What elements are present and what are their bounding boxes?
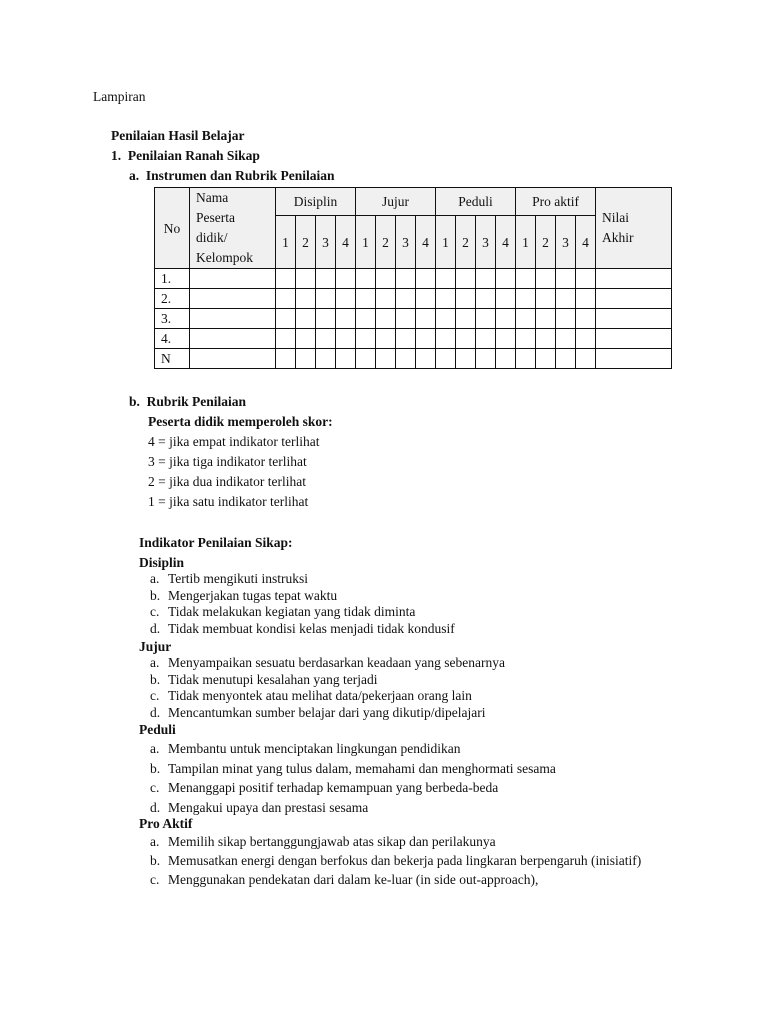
assessment-table [154, 187, 672, 369]
table-cell [316, 289, 336, 309]
row-number: N [155, 349, 190, 369]
table-cell [596, 289, 672, 309]
table-cell [576, 349, 596, 369]
indicator-text: Mengakui upaya dan prestasi sesama [168, 799, 369, 815]
table-cell [296, 349, 316, 369]
col-nilai-line: Akhir [602, 230, 634, 245]
group-proaktif-header: Pro aktif [516, 188, 596, 216]
indicator-text: Menanggapi positif terhadap kemampuan yang berbeda-beda [168, 780, 499, 795]
table-cell [536, 349, 556, 369]
table-cell [596, 329, 672, 349]
table-cell [516, 289, 536, 309]
score-header: 1 [436, 216, 456, 269]
score-header: 3 [396, 216, 416, 269]
table-cell [556, 349, 576, 369]
section-item-b: b. Rubrik Penilaian [129, 394, 247, 409]
list-marker: b. [150, 853, 161, 868]
indicator-item [150, 798, 556, 818]
table-cell [276, 349, 296, 369]
indicator-item [150, 870, 667, 889]
col-nama-line: Peserta [196, 210, 235, 225]
list-marker: d. [150, 704, 161, 720]
table-row [155, 349, 672, 369]
table-cell [456, 269, 476, 289]
indicator-text: Menyampaikan sesuatu berdasarkan keadaan yang sebenarnya [168, 655, 505, 670]
list-marker: c. [150, 604, 160, 620]
table-cell [356, 349, 376, 369]
indicator-item [150, 621, 455, 638]
table-cell [556, 289, 576, 309]
table-cell [336, 289, 356, 309]
row-number: 1. [155, 269, 190, 289]
table-cell [456, 329, 476, 349]
indicator-item [150, 672, 505, 689]
score-header: 4 [496, 216, 516, 269]
indicator-text: Tidak menutupi kesalahan yang terjadi [168, 671, 378, 687]
group-disiplin-header: Disiplin [276, 188, 356, 216]
list-marker: b. [150, 587, 161, 603]
score-header: 3 [476, 216, 496, 269]
table-row [155, 309, 672, 329]
table-cell [336, 329, 356, 349]
disiplin-list [150, 571, 455, 637]
rubric-heading: Peserta didik memperoleh skor: [148, 414, 333, 429]
section-title: Penilaian Hasil Belajar [111, 128, 245, 143]
list-marker: a. [150, 655, 160, 670]
table-cell [356, 269, 376, 289]
table-cell [376, 349, 396, 369]
table-cell [536, 289, 556, 309]
table-cell [536, 329, 556, 349]
indicator-item [150, 688, 505, 705]
table-cell [456, 309, 476, 329]
table-cell [396, 269, 416, 289]
table-cell [416, 309, 436, 329]
table-cell [496, 349, 516, 369]
table-cell [596, 309, 672, 329]
row-number: 2. [155, 289, 190, 309]
table-cell [356, 289, 376, 309]
score-header: 4 [576, 216, 596, 269]
table-cell [316, 309, 336, 329]
table-cell [476, 309, 496, 329]
list-marker: b. [150, 760, 161, 776]
table-cell [456, 349, 476, 369]
table-cell [516, 269, 536, 289]
table-cell [190, 289, 276, 309]
list-marker: c. [150, 872, 160, 887]
table-cell [396, 329, 416, 349]
row-number: 4. [155, 329, 190, 349]
indicator-text: Tertib mengikuti instruksi [168, 571, 309, 586]
score-header: 1 [276, 216, 296, 269]
row-number: 3. [155, 309, 190, 329]
table-cell [556, 309, 576, 329]
table-cell [336, 309, 356, 329]
score-header: 3 [316, 216, 336, 269]
score-header: 2 [456, 216, 476, 269]
score-header: 4 [416, 216, 436, 269]
table-cell [476, 329, 496, 349]
table-cell [536, 309, 556, 329]
list-marker: a. [150, 741, 160, 756]
indicator-heading: Indikator Penilaian Sikap: [139, 535, 293, 550]
score-header: 1 [516, 216, 536, 269]
list-marker: d. [150, 799, 161, 815]
proaktif-title: Pro Aktif [139, 816, 193, 831]
jujur-list [150, 655, 505, 721]
col-nilai-line: Nilai [602, 210, 630, 225]
table-cell [576, 289, 596, 309]
col-nama-line: Nama [196, 190, 229, 205]
table-cell [190, 329, 276, 349]
table-cell [376, 309, 396, 329]
table-cell [496, 329, 516, 349]
indicator-text: Tidak melakukan kegiatan yang tidak diminta [168, 604, 416, 620]
score-header: 2 [536, 216, 556, 269]
jujur-title: Jujur [139, 639, 172, 654]
table-cell [496, 309, 516, 329]
score-header: 1 [356, 216, 376, 269]
table-cell [296, 269, 316, 289]
indicator-text: Tidak membuat kondisi kelas menjadi tidak kondusif [168, 620, 455, 636]
table-cell [576, 329, 596, 349]
col-nama-header [190, 188, 276, 269]
table-cell [396, 289, 416, 309]
table-row [155, 289, 672, 309]
table-cell [276, 329, 296, 349]
table-cell [596, 349, 672, 369]
score-header: 3 [556, 216, 576, 269]
indicator-item [150, 571, 455, 588]
lampiran-label: Lampiran [93, 89, 146, 104]
list-marker: c. [150, 780, 160, 795]
table-cell [416, 329, 436, 349]
indicator-text: Memusatkan energi dengan berfokus dan bekerja pada lingkaran berpengaruh (inisiatif) [168, 853, 642, 868]
table-cell [316, 349, 336, 369]
score-header: 4 [336, 216, 356, 269]
col-nama-line: Kelompok [196, 250, 253, 265]
indicator-text: Membantu untuk menciptakan lingkungan pendidikan [168, 741, 461, 756]
indicator-item [150, 759, 556, 779]
indicator-item [150, 778, 556, 798]
section-item-1: 1. Penilaian Ranah Sikap [111, 148, 260, 163]
list-marker: a. [150, 571, 160, 586]
score-header: 2 [376, 216, 396, 269]
indicator-item [150, 655, 505, 672]
table-cell [436, 349, 456, 369]
table-cell [476, 289, 496, 309]
indicator-item [150, 832, 667, 851]
list-marker: c. [150, 688, 160, 704]
table-row [155, 329, 672, 349]
table-cell [496, 289, 516, 309]
table-cell [296, 309, 316, 329]
group-jujur-header: Jujur [356, 188, 436, 216]
indicator-text: Menggunakan pendekatan dari dalam ke-luar (in side out-approach), [168, 872, 539, 887]
table-cell [376, 269, 396, 289]
table-cell [436, 269, 456, 289]
table-cell [476, 349, 496, 369]
table-cell [416, 349, 436, 369]
list-marker: b. [150, 671, 161, 687]
list-marker: d. [150, 620, 161, 636]
table-cell [416, 269, 436, 289]
col-nilai-header [596, 188, 672, 269]
table-cell [316, 329, 336, 349]
table-cell [356, 329, 376, 349]
table-cell [556, 329, 576, 349]
group-peduli-header: Peduli [436, 188, 516, 216]
section-item-a: a. Instrumen dan Rubrik Penilaian [129, 168, 335, 183]
table-cell [336, 349, 356, 369]
indicator-item [150, 739, 556, 759]
proaktif-list [150, 832, 667, 889]
table-cell [436, 329, 456, 349]
table-cell [416, 289, 436, 309]
peduli-title: Peduli [139, 722, 176, 737]
table-cell [576, 309, 596, 329]
rubric-line: 4 = jika empat indikator terlihat [148, 434, 320, 449]
table-cell [356, 309, 376, 329]
table-cell [436, 309, 456, 329]
indicator-item [150, 705, 505, 722]
rubric-line: 2 = jika dua indikator terlihat [148, 474, 306, 489]
indicator-text: Mencantumkan sumber belajar dari yang dikutip/dipelajari [168, 704, 486, 720]
table-cell [516, 309, 536, 329]
list-marker: a. [150, 834, 160, 849]
indicator-text: Tampilan minat yang tulus dalam, memahami dan menghormati sesama [168, 760, 556, 776]
table-cell [276, 309, 296, 329]
table-cell [476, 269, 496, 289]
table-cell [316, 269, 336, 289]
table-cell [190, 309, 276, 329]
peduli-list [150, 739, 556, 817]
table-cell [276, 269, 296, 289]
col-nama-line: didik/ [196, 230, 228, 245]
table-cell [516, 349, 536, 369]
indicator-item [150, 604, 455, 621]
table-cell [296, 329, 316, 349]
table-row [155, 269, 672, 289]
rubric-line: 1 = jika satu indikator terlihat [148, 494, 309, 509]
table-cell [276, 289, 296, 309]
disiplin-title: Disiplin [139, 555, 185, 570]
col-no-header: No [155, 188, 190, 269]
table-cell [190, 269, 276, 289]
table-cell [556, 269, 576, 289]
table-cell [456, 289, 476, 309]
indicator-item [150, 588, 455, 605]
indicator-text: Memilih sikap bertanggungjawab atas sikap dan perilakunya [168, 834, 496, 849]
table-cell [576, 269, 596, 289]
table-cell [190, 349, 276, 369]
table-cell [396, 309, 416, 329]
table-cell [376, 289, 396, 309]
table-cell [536, 269, 556, 289]
indicator-item [150, 851, 667, 870]
score-header: 2 [296, 216, 316, 269]
table-cell [376, 329, 396, 349]
table-cell [496, 269, 516, 289]
table-cell [336, 269, 356, 289]
table-cell [296, 289, 316, 309]
table-cell [436, 289, 456, 309]
rubric-line: 3 = jika tiga indikator terlihat [148, 454, 307, 469]
table-cell [596, 269, 672, 289]
table-cell [516, 329, 536, 349]
table-cell [396, 349, 416, 369]
indicator-text: Tidak menyontek atau melihat data/pekerjaan orang lain [168, 688, 472, 704]
indicator-text: Mengerjakan tugas tepat waktu [168, 587, 338, 603]
